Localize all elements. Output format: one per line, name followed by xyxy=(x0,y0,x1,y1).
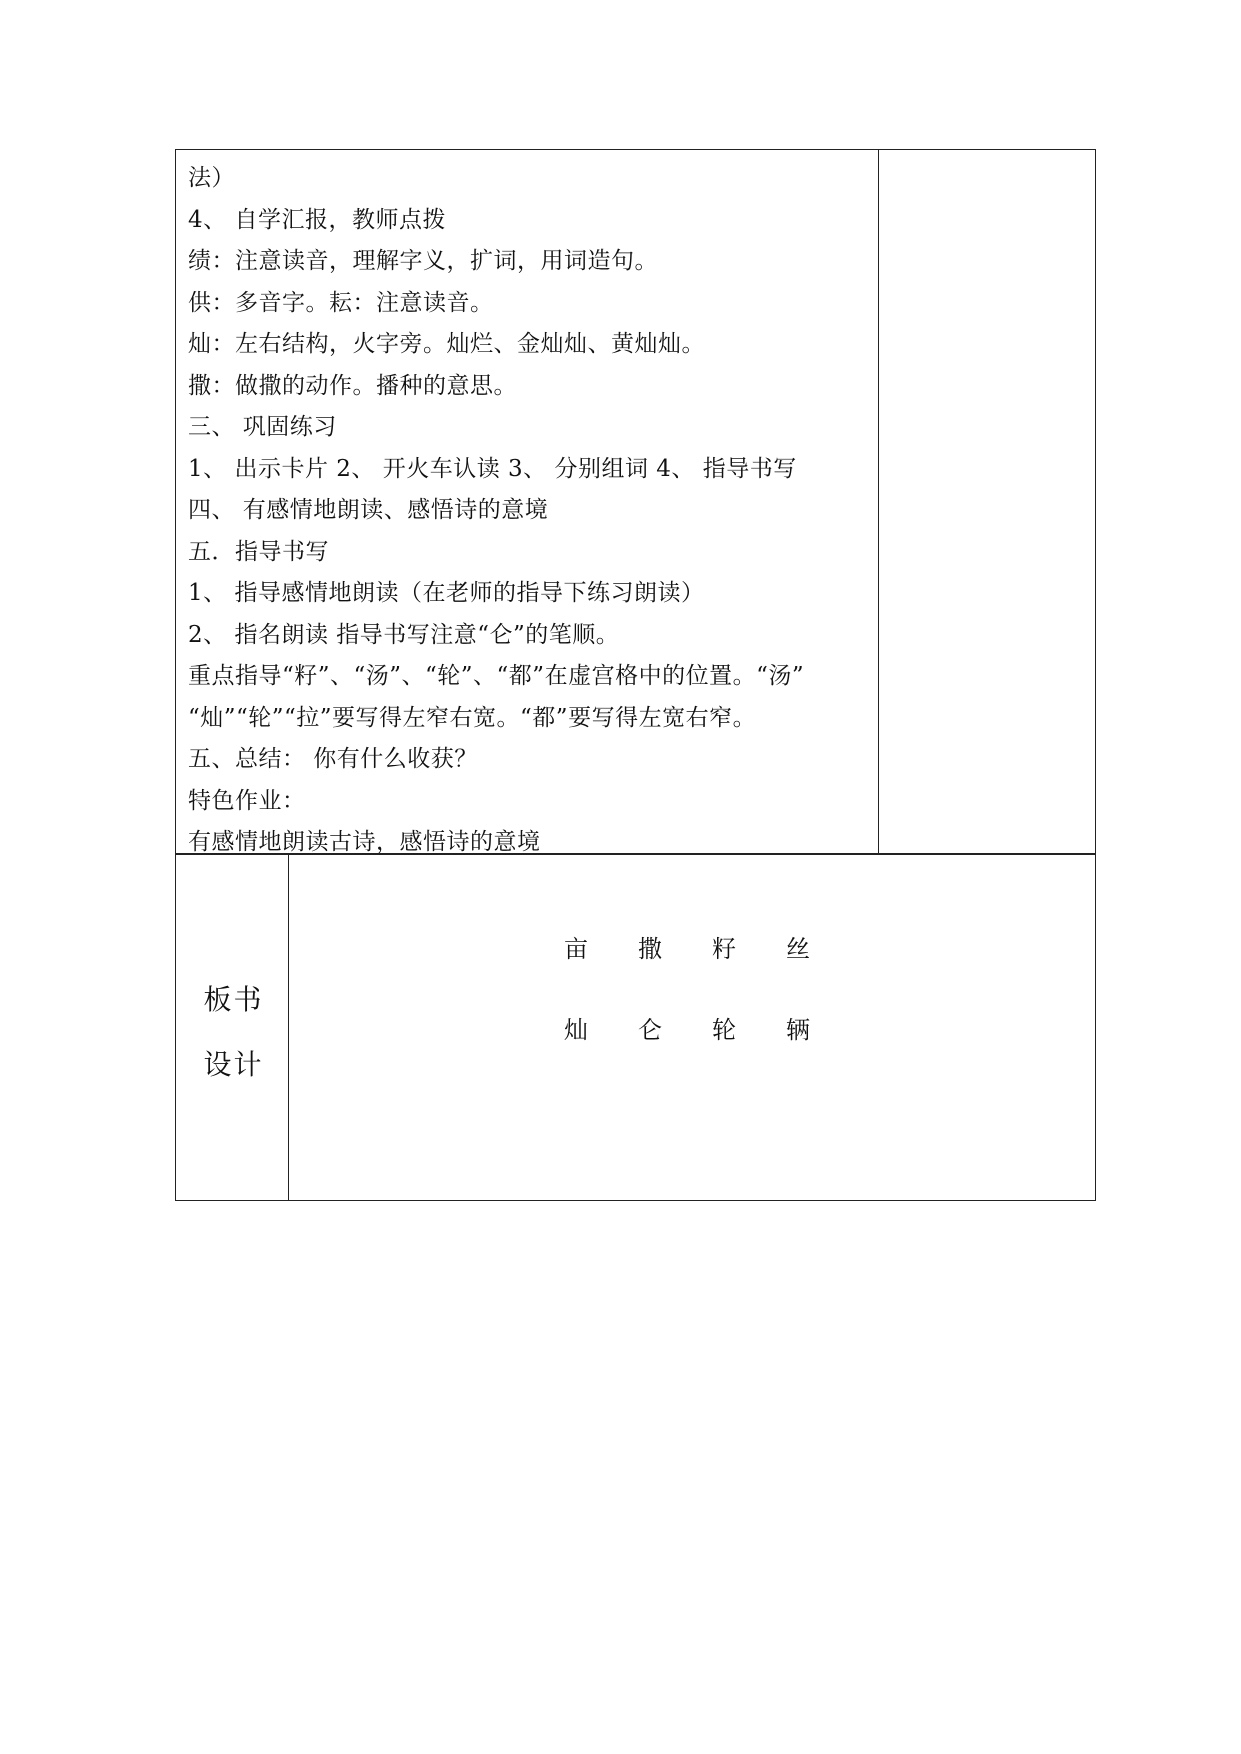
process-line: 绩：注意读音，理解字义，扩词，用词造句。 xyxy=(188,248,658,274)
board-row xyxy=(564,1010,860,1045)
process-line: 1、 出示卡片 2、 开火车认读 3、 分别组词 4、 指导书写 xyxy=(188,455,797,482)
teaching-process-cell xyxy=(175,149,879,855)
process-line: 五、总结： 你有什么收获？ xyxy=(188,746,478,772)
board-char: 亩 xyxy=(564,935,588,963)
notes-cell xyxy=(878,149,1096,855)
board-char: 仑 xyxy=(638,1016,662,1044)
process-line: 1、 指导感情地朗读（在老师的指导下练习朗读） xyxy=(188,580,705,606)
process-line: “灿”“轮”“拉”要写得左窄右宽。“都”要写得左宽右窄。 xyxy=(188,704,757,731)
board-design-label-cell xyxy=(175,853,290,1201)
board-design-cell xyxy=(288,853,1096,1201)
process-line: 特色作业： xyxy=(188,787,306,814)
board-char: 轮 xyxy=(712,1016,736,1044)
board-char: 丝 xyxy=(786,935,810,963)
process-line: 法） xyxy=(188,165,235,191)
board-row xyxy=(564,929,860,964)
lesson-plan-table xyxy=(175,149,1096,1201)
process-line: 四、 有感情地朗读、感悟诗的意境 xyxy=(188,497,549,523)
board-label-line: 板书 xyxy=(203,983,264,1016)
process-line: 撒：做撒的动作。播种的意思。 xyxy=(188,372,517,399)
board-char: 籽 xyxy=(712,935,736,963)
board-char: 辆 xyxy=(786,1016,810,1044)
process-line: 五．指导书写 xyxy=(188,538,329,565)
process-line: 重点指导“籽”、“汤”、“轮”、“都”在虚宫格中的位置。“汤” xyxy=(188,663,805,689)
process-line: 4、 自学汇报，教师点拨 xyxy=(188,206,446,233)
process-line: 灿：左右结构，火字旁。灿烂、金灿灿、黄灿灿。 xyxy=(188,331,705,357)
board-char: 撒 xyxy=(638,935,662,963)
process-line: 三、 巩固练习 xyxy=(188,414,337,440)
board-char: 灿 xyxy=(564,1016,588,1044)
teaching-process-text xyxy=(188,158,875,864)
board-label-line: 设计 xyxy=(203,1048,264,1081)
process-line: 供：多音字。耘：注意读音。 xyxy=(188,289,494,316)
process-line: 有感情地朗读古诗，感悟诗的意境 xyxy=(188,829,541,855)
process-line: 2、 指名朗读 指导书写注意“仑”的笔顺。 xyxy=(188,621,620,648)
